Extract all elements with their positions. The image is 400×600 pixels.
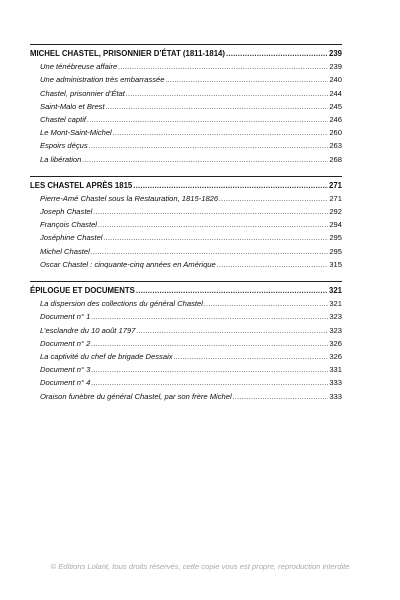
section-heading: [30, 284, 342, 297]
toc-entry: [30, 376, 342, 389]
dot-leader: [89, 139, 329, 152]
entry-title: Le Mont-Saint-Michel: [40, 128, 112, 138]
entry-page: 246: [329, 114, 342, 124]
entry-page: 294: [329, 220, 342, 230]
toc-entry: [30, 363, 342, 376]
toc-section: [30, 176, 342, 271]
toc-entry: [30, 350, 342, 363]
dot-leader: [87, 113, 328, 126]
entry-title: Chastel, prisonnier d’État: [40, 88, 125, 98]
toc-entry: [30, 153, 342, 166]
toc-entry: [30, 60, 342, 73]
entry-page: 326: [329, 351, 342, 361]
toc-entry: [30, 390, 342, 403]
toc-entry: [30, 100, 342, 113]
toc-entry: [30, 113, 342, 126]
toc-entry: [30, 126, 342, 139]
copyright-footer: © Editions Lolant, tous droits réservés, cette copie vous est propre, reproduction interdite: [50, 562, 350, 571]
entry-title: Joséphine Chastel: [40, 233, 103, 243]
toc-section: [30, 281, 342, 403]
table-of-contents: [30, 44, 342, 413]
entry-title: Saint-Malo et Brest: [40, 101, 105, 111]
toc-entry: [30, 205, 342, 218]
section-page: 239: [328, 49, 342, 58]
dot-leader: [91, 337, 328, 350]
entry-page: 292: [329, 207, 342, 217]
dot-leader: [217, 258, 329, 271]
dot-leader: [82, 153, 328, 166]
dot-leader: [98, 218, 328, 231]
entry-page: 333: [329, 378, 342, 388]
entry-title: Joseph Chastel: [40, 207, 93, 217]
entry-page: 321: [329, 299, 342, 309]
entry-title: Pierre-Amé Chastel sous la Restauration, 1815-1826: [40, 193, 219, 203]
entry-page: 271: [329, 193, 342, 203]
dot-leader: [204, 297, 328, 310]
entry-page: 295: [329, 246, 342, 256]
dot-leader: [106, 100, 329, 113]
section-title: ÉPILOGUE ET DOCUMENTS: [30, 286, 135, 295]
toc-entry: [30, 87, 342, 100]
entry-page: 323: [329, 312, 342, 322]
entry-page: 331: [329, 365, 342, 375]
entry-title: Une ténébreuse affaire: [40, 62, 118, 72]
entry-page: 245: [329, 101, 342, 111]
entry-title: La dispersion des collections du général Chastel: [40, 299, 203, 309]
entry-title: Chastel captif: [40, 114, 87, 124]
dot-leader: [133, 179, 328, 192]
section-page: 321: [328, 286, 342, 295]
entry-title: François Chastel: [40, 220, 97, 230]
dot-leader: [91, 363, 328, 376]
toc-entry: [30, 192, 342, 205]
dot-leader: [113, 126, 329, 139]
entry-title: La libération: [40, 154, 82, 164]
toc-entry: [30, 337, 342, 350]
entry-page: 240: [329, 75, 342, 85]
entry-title: Espoirs déçus: [40, 141, 88, 151]
toc-entry: [30, 139, 342, 152]
dot-leader: [126, 87, 328, 100]
dot-leader: [226, 47, 328, 60]
section-title: MICHEL CHASTEL, PRISONNIER D’ÉTAT (1811-1814): [30, 49, 225, 58]
entry-title: L’esclandre du 10 août 1797: [40, 325, 136, 335]
entry-title: Michel Chastel: [40, 246, 90, 256]
entry-page: 239: [329, 62, 342, 72]
dot-leader: [219, 192, 328, 205]
entry-page: 315: [329, 259, 342, 269]
entry-page: 268: [329, 154, 342, 164]
dot-leader: [233, 390, 329, 403]
entry-title: Oraison funèbre du général Chastel, par son frère Michel: [40, 391, 232, 401]
entry-page: 263: [329, 141, 342, 151]
dot-leader: [174, 350, 329, 363]
section-heading: [30, 47, 342, 60]
toc-entry: [30, 73, 342, 86]
dot-leader: [93, 205, 328, 218]
dot-leader: [136, 284, 328, 297]
dot-leader: [136, 324, 328, 337]
entry-page: 295: [329, 233, 342, 243]
dot-leader: [118, 60, 328, 73]
toc-entry: [30, 258, 342, 271]
toc-entry: [30, 245, 342, 258]
toc-section: [30, 44, 342, 166]
section-title: LES CHASTEL APRÈS 1815: [30, 180, 133, 190]
section-page: 271: [328, 180, 342, 190]
entry-page: 323: [329, 325, 342, 335]
toc-entry: [30, 324, 342, 337]
toc-entry: [30, 297, 342, 310]
entry-title: Document n° 3: [40, 365, 91, 375]
entry-page: 326: [329, 338, 342, 348]
section-heading: [30, 179, 342, 192]
entry-page: 244: [329, 88, 342, 98]
dot-leader: [91, 245, 329, 258]
toc-entry: [30, 231, 342, 244]
entry-title: La captivité du chef de brigade Dessaix: [40, 351, 173, 361]
toc-entry: [30, 218, 342, 231]
dot-leader: [91, 310, 328, 323]
entry-title: Document n° 4: [40, 378, 91, 388]
dot-leader: [166, 73, 329, 86]
entry-title: Oscar Chastel : cinquante-cinq années en Amérique: [40, 259, 216, 269]
entry-page: 333: [329, 391, 342, 401]
dot-leader: [91, 376, 328, 389]
entry-title: Document n° 2: [40, 338, 91, 348]
toc-entry: [30, 310, 342, 323]
entry-title: Une administration très embarrassée: [40, 75, 165, 85]
dot-leader: [103, 231, 328, 244]
entry-page: 260: [329, 128, 342, 138]
entry-title: Document n° 1: [40, 312, 91, 322]
